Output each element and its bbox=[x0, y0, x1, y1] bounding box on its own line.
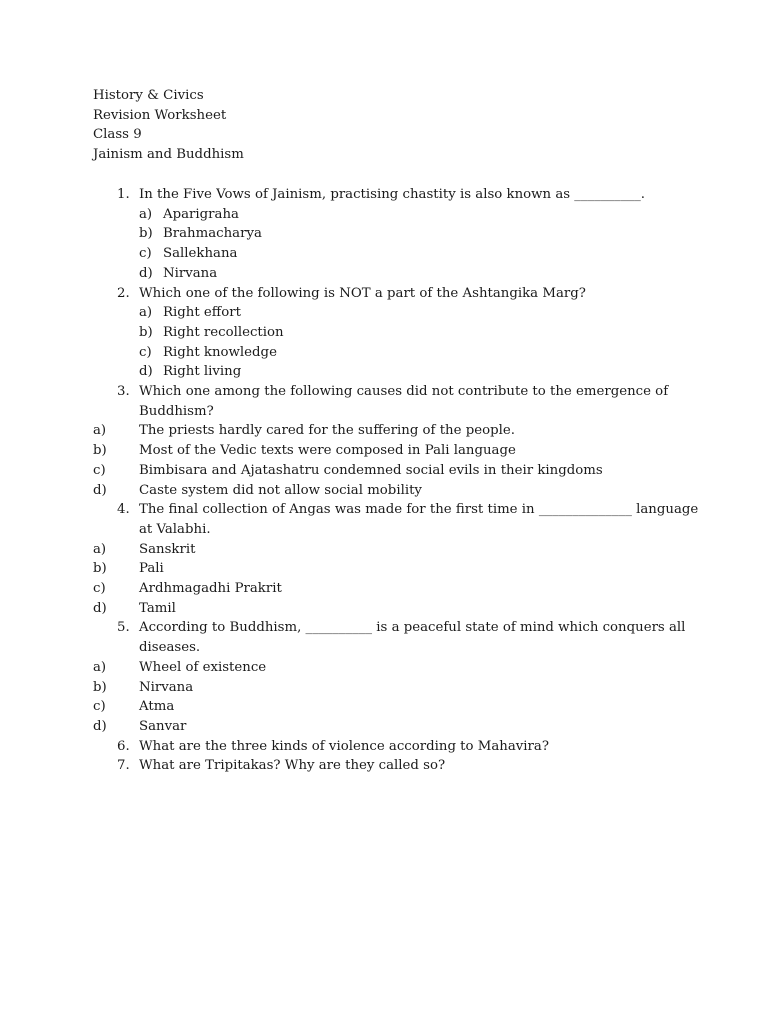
option-letter: b) bbox=[93, 443, 107, 459]
worksheet-header bbox=[93, 86, 244, 165]
question-3 bbox=[93, 382, 693, 421]
option-1a bbox=[93, 205, 693, 225]
option-letter: a) bbox=[93, 659, 107, 675]
question-text: In the Five Vows of Jainism, practising chastity is also known as __________. bbox=[139, 187, 646, 202]
option-text: Nirvana bbox=[139, 679, 194, 695]
option-4d bbox=[93, 599, 693, 619]
option-letter: a) bbox=[139, 305, 153, 321]
option-letter: c) bbox=[93, 462, 106, 478]
option-text: Right recollection bbox=[163, 324, 284, 340]
option-4c bbox=[93, 579, 693, 599]
option-5d bbox=[93, 717, 693, 737]
option-text: Sallekhana bbox=[163, 246, 238, 262]
option-5c bbox=[93, 697, 693, 717]
option-text: Caste system did not allow social mobility bbox=[139, 482, 422, 498]
option-4b bbox=[93, 559, 693, 579]
question-number: 2. bbox=[117, 285, 130, 301]
option-text: Right living bbox=[163, 364, 242, 380]
option-4a bbox=[93, 540, 693, 560]
topic-line: Jainism and Buddhism bbox=[93, 147, 244, 163]
option-text: Nirvana bbox=[163, 265, 218, 281]
option-1b bbox=[93, 224, 693, 244]
question-text-line-1: The final collection of Angas was made for the first time in ______________ language bbox=[139, 502, 699, 518]
option-letter: d) bbox=[139, 265, 153, 281]
option-5a bbox=[93, 658, 693, 678]
option-letter: c) bbox=[93, 581, 106, 597]
option-text: Sanskrit bbox=[139, 541, 196, 557]
question-4 bbox=[93, 500, 699, 539]
option-letter: a) bbox=[93, 423, 107, 439]
option-letter: c) bbox=[93, 699, 106, 715]
question-2 bbox=[93, 284, 693, 304]
option-letter: c) bbox=[139, 246, 152, 262]
option-letter: b) bbox=[139, 324, 153, 340]
question-number: 5. bbox=[117, 620, 130, 636]
worksheet-title: Revision Worksheet bbox=[93, 107, 227, 123]
option-text: Right effort bbox=[163, 305, 241, 321]
option-3d bbox=[93, 481, 693, 501]
option-letter: c) bbox=[139, 344, 152, 360]
option-text: Sanvar bbox=[139, 718, 187, 734]
question-1 bbox=[93, 185, 693, 205]
option-3b bbox=[93, 441, 693, 461]
option-5b bbox=[93, 678, 693, 698]
option-1c bbox=[93, 244, 693, 264]
question-text-line-1: According to Buddhism, __________ is a peaceful state of mind which conquers all bbox=[139, 620, 686, 636]
question-number: 6. bbox=[117, 738, 130, 754]
option-letter: b) bbox=[93, 679, 107, 695]
option-letter: d) bbox=[139, 364, 153, 380]
option-letter: a) bbox=[139, 206, 153, 222]
option-letter: a) bbox=[93, 541, 107, 557]
question-text: What are Tripitakas? Why are they called so? bbox=[139, 758, 446, 774]
question-text-line-2: Buddhism? bbox=[139, 403, 214, 419]
option-letter: b) bbox=[93, 561, 107, 577]
option-text: Tamil bbox=[139, 600, 176, 616]
question-number: 4. bbox=[117, 502, 130, 518]
class-line: Class 9 bbox=[93, 127, 142, 143]
option-text: Right knowledge bbox=[163, 344, 277, 360]
option-text: Wheel of existence bbox=[139, 659, 267, 675]
option-2b bbox=[93, 323, 693, 343]
question-text-line-2: at Valabhi. bbox=[139, 521, 211, 537]
option-letter: d) bbox=[93, 718, 107, 734]
option-text: The priests hardly cared for the suffering of the people. bbox=[139, 423, 515, 439]
question-number: 7. bbox=[117, 758, 130, 774]
option-text: Brahmacharya bbox=[163, 226, 262, 242]
option-2c bbox=[93, 343, 693, 363]
option-3c bbox=[93, 461, 693, 481]
question-text-line-2: diseases. bbox=[139, 640, 201, 656]
option-text: Bimbisara and Ajatashatru condemned social evils in their kingdoms bbox=[139, 462, 603, 478]
question-list bbox=[93, 185, 699, 776]
option-2a bbox=[93, 303, 693, 323]
option-text: Ardhmagadhi Prakrit bbox=[139, 581, 282, 597]
question-5 bbox=[93, 618, 693, 657]
option-2d bbox=[93, 362, 693, 382]
question-number: 3. bbox=[117, 384, 130, 400]
option-1d bbox=[93, 264, 693, 284]
question-text: Which one of the following is NOT a part of the Ashtangika Marg? bbox=[139, 285, 586, 301]
option-letter: b) bbox=[139, 226, 153, 242]
question-6 bbox=[93, 737, 693, 757]
option-text: Atma bbox=[139, 699, 175, 715]
option-text: Pali bbox=[139, 561, 164, 577]
subject-line: History & Civics bbox=[93, 88, 204, 103]
option-text: Aparigraha bbox=[163, 206, 239, 222]
option-letter: d) bbox=[93, 600, 107, 616]
question-text: What are the three kinds of violence according to Mahavira? bbox=[139, 738, 549, 754]
question-7 bbox=[93, 756, 693, 776]
option-3a bbox=[93, 421, 693, 441]
question-number: 1. bbox=[117, 187, 130, 202]
option-letter: d) bbox=[93, 482, 107, 498]
question-text-line-1: Which one among the following causes did not contribute to the emergence of bbox=[139, 384, 669, 400]
option-text: Most of the Vedic texts were composed in Pali language bbox=[139, 443, 516, 459]
